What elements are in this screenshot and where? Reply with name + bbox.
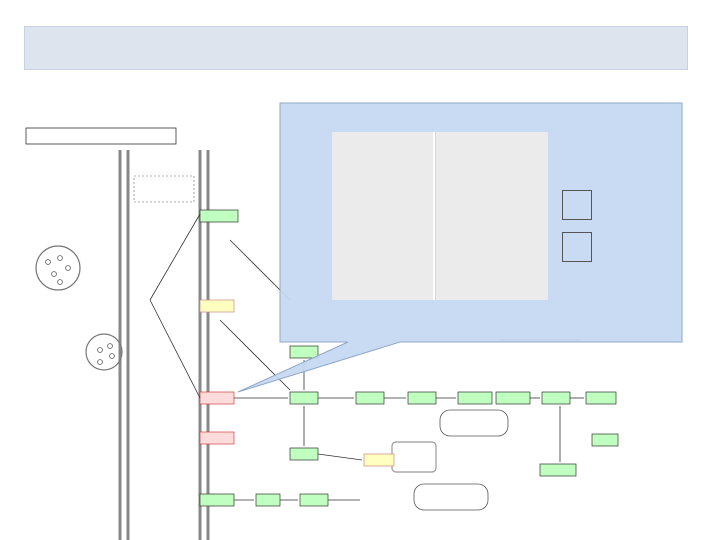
legend-item-aggressive [562, 232, 702, 262]
legend-swatch-tame [562, 190, 592, 220]
legend-swatch-aggressive [562, 232, 592, 262]
panel-grin2b-bg [436, 132, 548, 300]
legend-item-tame [562, 190, 702, 220]
panel-grin2a-bg [332, 132, 434, 300]
